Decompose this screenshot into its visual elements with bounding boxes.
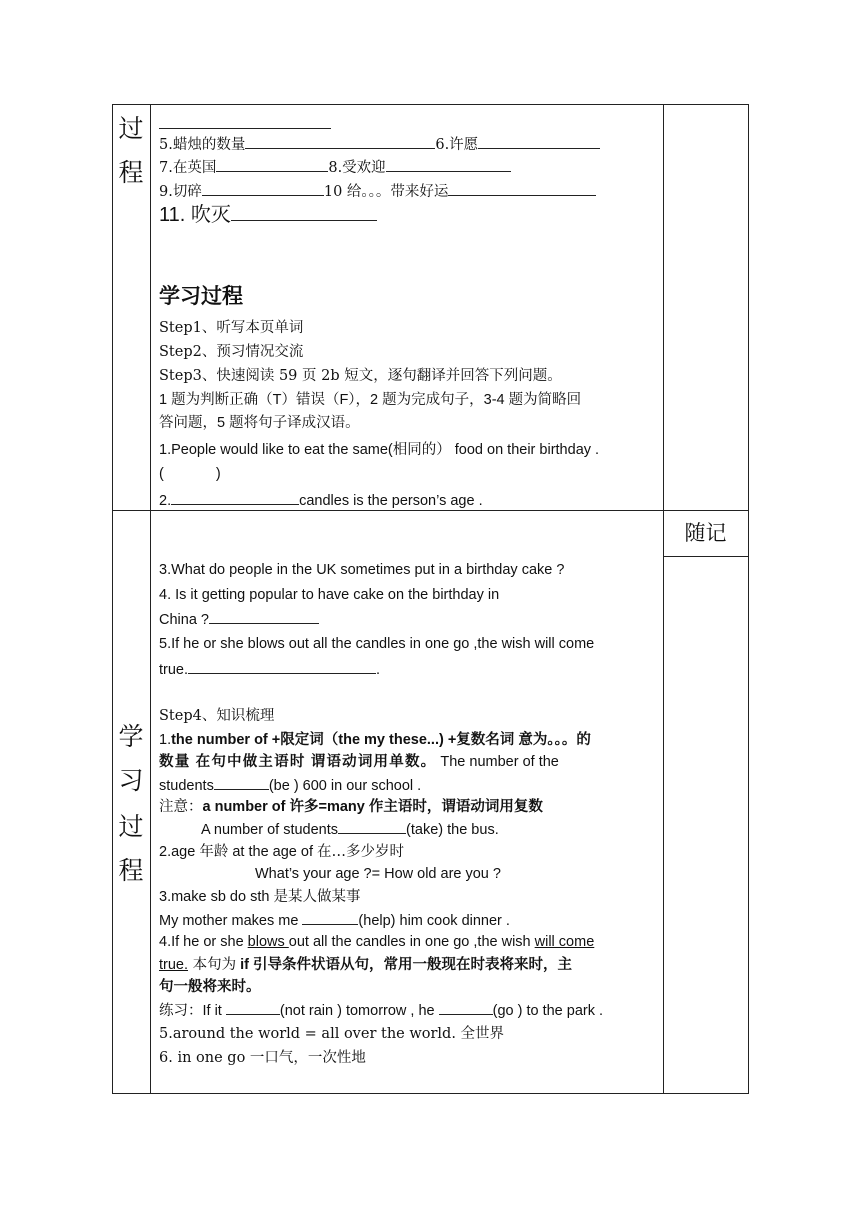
step-1: Step1、听写本页单词 [159, 320, 304, 336]
question-5-cont: true. . [159, 659, 380, 680]
answer-blank[interactable] [209, 609, 319, 624]
vocab-item: 5.蜡烛的数量 [159, 137, 246, 153]
note-line: 注意：a number of 许多=many 作主语时，谓语动词用复数 [159, 799, 543, 815]
knowledge-4-cont: true. 本句为 if 引导条件状语从句，常用一般现在时表将来时，主 [159, 957, 573, 973]
side-label-char: 程 [118, 158, 144, 187]
answer-blank[interactable] [171, 490, 299, 505]
knowledge-4: 4.If he or she blows out all the candles in one go ,the wish will come [159, 934, 595, 950]
knowledge-3: 3.make sb do sth 是某人做某事 [159, 889, 361, 905]
side-label-char: 过 [118, 114, 144, 143]
vocab-item: 7.在英国 [159, 160, 217, 176]
notes-header-divider [663, 556, 748, 557]
knowledge-2-example: What’s your age ?= How old are you ? [255, 866, 501, 882]
knowledge-2: 2.age 年龄 at the age of 在…多少岁时 [159, 844, 405, 860]
question-4: 4. Is it getting popular to have cake on the birthday in [159, 587, 500, 603]
answer-blank[interactable] [202, 181, 324, 196]
answer-blank[interactable] [302, 910, 358, 925]
vocab-line-4 [159, 202, 377, 228]
table-bottom-border [112, 1093, 748, 1094]
answer-blank[interactable] [231, 206, 377, 221]
answer-blank[interactable] [478, 134, 600, 149]
vocab-line-2 [159, 157, 511, 178]
note-example: A number of students (take) the bus. [201, 819, 499, 840]
side-label-char: 学 [118, 722, 144, 751]
row1-content [159, 104, 657, 510]
step-4: Step4、知识梳理 [159, 708, 275, 724]
answer-blank[interactable] [386, 157, 511, 172]
question-1-answer: ( ) [159, 466, 221, 482]
row2-content [159, 510, 657, 1093]
answer-blank[interactable] [226, 1000, 280, 1015]
question-5: 5.If he or she blows out all the candles in one go ,the wish will come [159, 636, 595, 652]
vocab-line-1 [159, 134, 600, 155]
knowledge-6: 6. in one go 一口气，一次性地 [159, 1050, 366, 1066]
answer-blank[interactable] [448, 181, 596, 196]
table-right-border [748, 104, 749, 1094]
answer-blank[interactable] [338, 819, 406, 834]
vocab-item: 9.切碎 [159, 184, 202, 200]
question-4-cont: China ? [159, 609, 319, 630]
step-3: Step3、快速阅读 59 页 2b 短文，逐句翻译并回答下列问题。 [159, 368, 562, 384]
vocab-item: 6.许愿 [435, 137, 479, 153]
table-left-border [112, 104, 113, 1094]
vocab-item: 10 给。。。带来好运 [323, 184, 449, 200]
label-column-divider [150, 104, 151, 1094]
knowledge-1-cont: 数量 在句中做主语时 谓语动词用单数。 The number of the [159, 754, 559, 770]
question-1: 1.People would like to eat the same(相同的） food on their birthday . [159, 442, 600, 458]
knowledge-1-example: students (be ) 600 in our school . [159, 775, 421, 796]
answer-blank[interactable] [216, 157, 328, 172]
knowledge-5: 5.around the world = all over the world. 全世界 [159, 1026, 505, 1042]
side-label-char: 程 [118, 856, 144, 885]
notes-column-divider [663, 104, 664, 1094]
answer-blank[interactable] [188, 659, 376, 674]
answer-blank[interactable] [245, 134, 435, 149]
section-heading: 学习过程 [159, 284, 243, 308]
answer-blank[interactable] [159, 114, 331, 129]
knowledge-1: 1.the number of +限定词（the my these...) +复数名词 意为。。。的 [159, 732, 591, 748]
step-3-instructions: 1 题为判断正确（T）错误（F），2 题为完成句子，3-4 题为简略回 [159, 392, 582, 408]
side-label-char: 习 [118, 766, 144, 795]
vocab-item: 11. 吹灭 [159, 204, 231, 226]
side-label-char: 过 [118, 812, 144, 841]
vocab-line-3 [159, 181, 596, 202]
answer-blank[interactable] [439, 1000, 493, 1015]
question-2: 2. candles is the person’s age . [159, 490, 483, 511]
answer-blank[interactable] [214, 775, 269, 790]
knowledge-3-example: My mother makes me (help) him cook dinner . [159, 910, 510, 931]
question-3: 3.What do people in the UK sometimes put in a birthday cake ? [159, 562, 565, 578]
step-3-instructions: 答问题，5 题将句子译成汉语。 [159, 415, 360, 431]
notes-header: 随记 [684, 521, 727, 545]
vocab-item: 8.受欢迎 [328, 160, 386, 176]
vocab-line-0 [159, 114, 331, 135]
step-2: Step2、预习情况交流 [159, 344, 304, 360]
practice-line: 练习：If it (not rain ) tomorrow , he (go ) to the park . [159, 1000, 603, 1021]
knowledge-4-cont2: 句一般将来时。 [159, 979, 261, 995]
